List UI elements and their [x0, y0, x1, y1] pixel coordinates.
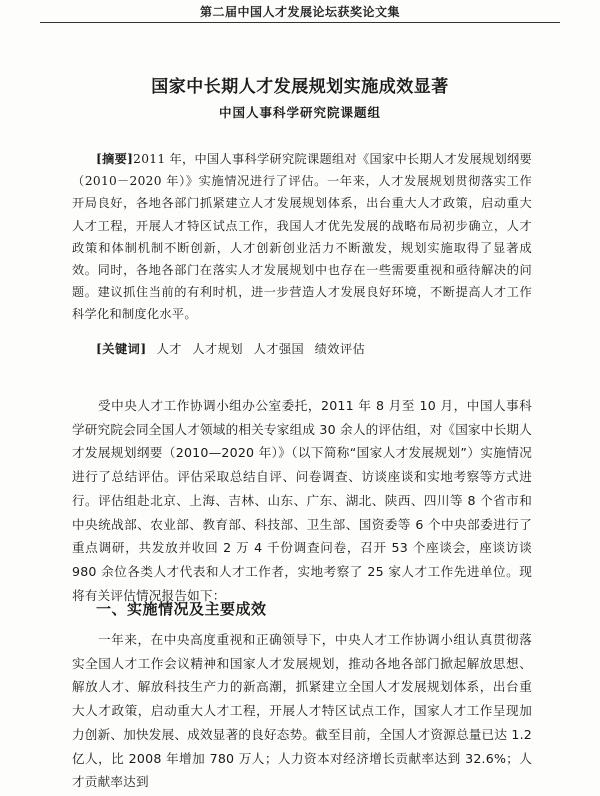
keywords-values: 人才 人才规划 人才强国 绩效评估 [156, 342, 366, 356]
keywords-line [96, 340, 365, 357]
article-title: 国家中长期人才发展规划实施成效显著 [151, 77, 449, 97]
keywords-label: [关键词] [96, 342, 147, 356]
header-rule [40, 22, 560, 23]
abstract-text: 2011 年，中国人事科学研究院课题组对《国家中长期人才发展规划纲要（2010－2020 年）》实施情况进行了评估。一年来，人才发展规划贯彻落实工作开局良好，各地各部门抓紧建立人才发展规划体系，出台重大人才政策，启动重大人才工程，开展人才特区试点工作，我国人才优先发展的战略布局初步确立，人才政策和体制机制不断创新，人才创新创业活力不断激发，规划实施取得了显著成效。同时，各地各部门在落实人才发展规划中也存在一些需要重视和亟待解决的问题。建议抓住当前的有利时机，进一步营造人才发展良好环境，不断提高人才工作科学化和制度化水平。 [72, 152, 533, 322]
intro-paragraph: 受中央人才工作协调小组办公室委托，2011 年 8 月至 10 月，中国人事科学研究院会同全国人才领域的相关专家组成 30 余人的评估组，对《国家中长期人才发展规划纲要（2010—2020 年）》（以下简称“国家人才发展规划”）实施情况进行了总结评估。评估采取总结自评、问卷调查、访谈座谈和实地考察等方式进行。评估组赴北京、上海、吉林、山东、广东、湖北、陕西、四川等 8 个省市和中央统战部、农业部、教育部、科技部、卫生部、国资委等 6 个中央部委进行了重点调研，共发放并收回 2 万 4 千份调查问卷，召开 53 个座谈会，座谈访谈 980 余位各类人才代表和人才工作者，实地考察了 25 家人才工作先进单位。现将有关评估情况报告如下： [72, 398, 532, 603]
article-author: 中国人事科学研究院课题组 [218, 105, 381, 120]
running-header: 第二届中国人才发展论坛获奖论文集 [199, 5, 400, 19]
section-paragraph: 一年来，在中央高度重视和正确领导下，中央人才工作协调小组认真贯彻落实全国人才工作会议精神和国家人才发展规划，推动各地各部门掀起解放思想、解放人才、解放科技生产力的新高潮，抓紧建立全国人才发展规划体系，出台重大人才政策，启动重大人才工程，开展人才特区试点工作，国家人才工作呈现加力创新、加快发展、成效显著的良好态势。截至目前，全国人才资源总量已达 1.2 亿人，比 2008 年增加 780 万人；人力资本对经济增长贡献率达到 32.6%；人才贡献率达到 [72, 632, 532, 790]
abstract-label: [摘要] [96, 152, 134, 166]
abstract-paragraph [72, 148, 532, 326]
section-heading: 一、实施情况及主要成效 [96, 600, 267, 618]
